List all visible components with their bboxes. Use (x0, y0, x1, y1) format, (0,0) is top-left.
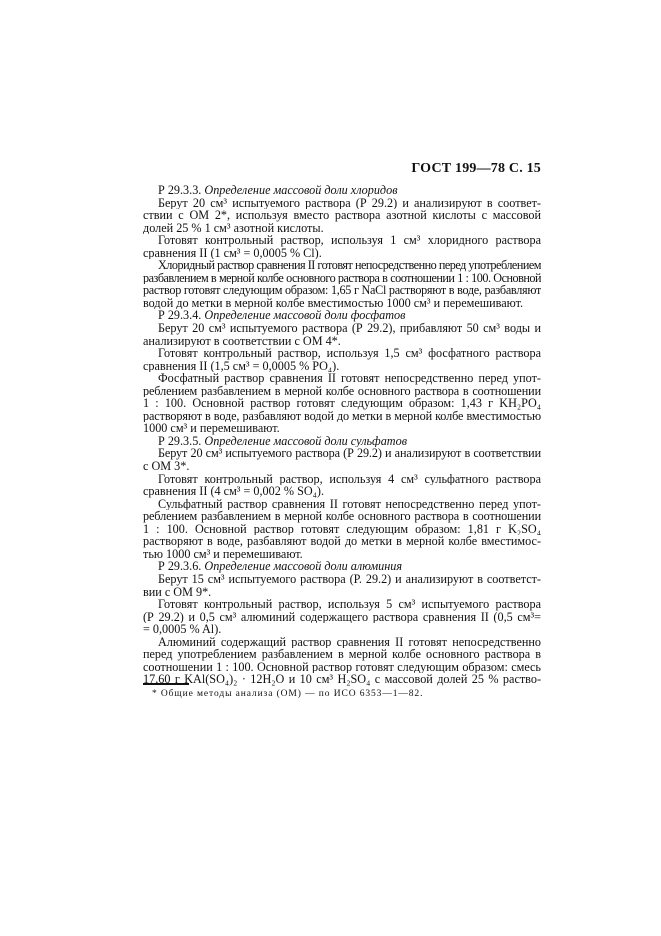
text-line: 1 : 100. Основной раствор готовят следующим образом: 1,81 г K₂SO₄ (143, 522, 541, 536)
text-line: соотношении 1 : 100. Основной раствор готовят следующим образом: смесь (143, 660, 541, 674)
text-line: (Р 29.2) и 0,5 см³ алюминий содержащего раствора сравнения II (0,5 см³= (143, 610, 541, 624)
text-line: ствии с ОМ 2*, используя вместо раствора азотной кислоты с массовой (143, 209, 541, 222)
text-line: Берут 20 см³ испытуемого раствора (Р 29.2) и анализируют в соответ- (158, 196, 541, 210)
text-line: вии с ОМ 9*. (143, 585, 212, 599)
section-heading (143, 560, 541, 573)
section-heading (143, 435, 541, 448)
section-number: Р 29.3.4. (158, 309, 202, 323)
section-title: Определение массовой доли фосфатов (204, 309, 406, 323)
text-line: Алюминий содержащий раствор сравнения II готовят непосредственно (158, 635, 541, 649)
text-line: с ОМ 3*. (143, 460, 190, 473)
section-heading (143, 309, 541, 322)
page-header: ГОСТ 199—78 С. 15 (411, 161, 541, 176)
section-heading (143, 184, 541, 197)
text-line: раствор готовят следующим образом: 1,65 г NaCl растворяют в воде, разбавляют (143, 284, 541, 297)
section-number: Р 29.3.5. (158, 434, 202, 448)
text-line: 1 : 100. Основной раствор готовят следующим образом: 1,43 г KH₂PO₄ (143, 397, 541, 410)
text-line: реблением разбавлением в мерной колбе основного раствора в соотношении (143, 510, 541, 523)
text-line: Берут 20 см³ испытуемого раствора (Р 29.2) и анализируют в соответствии (158, 447, 541, 461)
text-line: 1000 см³ и перемешивают. (143, 422, 280, 435)
text-line: реблением разбавлением в мерной колбе основного раствора в соотношении (143, 384, 541, 398)
text-line: Берут 15 см³ испытуемого раствора (Р. 29.2) и анализируют в соответст- (158, 572, 541, 586)
text-line: Сульфатный раствор сравнения II готовят непосредственно перед упот- (158, 497, 541, 511)
document-body (143, 184, 541, 686)
text-line: водой до метки в мерной колбе вместимостью 1000 см³ и перемешивают. (143, 296, 524, 310)
text-line: 17,60 г KAl(SO₄)₂ · 12H₂O и 10 см³ H₂SO₄ с массовой долей 25 % раство- (143, 673, 541, 686)
section-number: Р 29.3.3. (158, 184, 202, 197)
footnote: * Общие методы анализа (ОМ) — по ИСО 6353—1—82. (152, 689, 424, 699)
section-title: Определение массовой доли сульфатов (204, 434, 407, 448)
section-title: Определение массовой доли алюминия (204, 560, 402, 573)
text-line: Готовят контрольный раствор, используя 4 см³ сульфатного раствора (158, 472, 541, 486)
text-line: растворяют в воде, разбавляют водой до метки в мерной колбе вместимос- (143, 535, 541, 548)
text-line: сравнения II (1,5 см³ = 0,0005 % PO₄). (143, 359, 340, 373)
text-line: Готовят контрольный раствор, используя 1,5 см³ фосфатного раствора (158, 347, 541, 360)
text-line: разбавлением в мерной колбе основного раствора в соотношении 1 : 100. Основной (143, 271, 541, 285)
footnote-divider (143, 683, 189, 685)
section-title: Определение массовой доли хлоридов (204, 184, 398, 197)
text-line: Готовят контрольный раствор, используя 5 см³ испытуемого раствора (158, 598, 541, 611)
text-line: Берут 20 см³ испытуемого раствора (Р 29.2), прибавляют 50 см³ воды и (158, 322, 541, 335)
section-number: Р 29.3.6. (158, 560, 202, 573)
text-line: = 0,0005 % Al). (143, 623, 222, 636)
text-line: Хлоридный раствор сравнения II готовят непосредственно перед употреблением (158, 259, 541, 272)
text-line: тью 1000 см³ и перемешивают. (143, 547, 303, 561)
text-line: долей 25 % 1 см³ азотной кислоты. (143, 221, 324, 235)
text-line: перед употреблением разбавлением в мерной колбе основного раствора в (143, 648, 541, 661)
text-line: сравнения II (4 см³ = 0,002 % SO₄). (143, 485, 325, 498)
text-line: Готовят контрольный раствор, используя 1 см³ хлоридного раствора (158, 234, 541, 247)
text-line: растворяют в воде, разбавляют водой до метки в мерной колбе вместимостью (143, 409, 541, 423)
text-line: Фосфатный раствор сравнения II готовят непосредственно перед упот- (158, 372, 541, 385)
text-line: сравнения II (1 см³ = 0,0005 % Cl). (143, 246, 322, 260)
text-line: анализируют в соответствии с ОМ 4*. (143, 334, 341, 348)
